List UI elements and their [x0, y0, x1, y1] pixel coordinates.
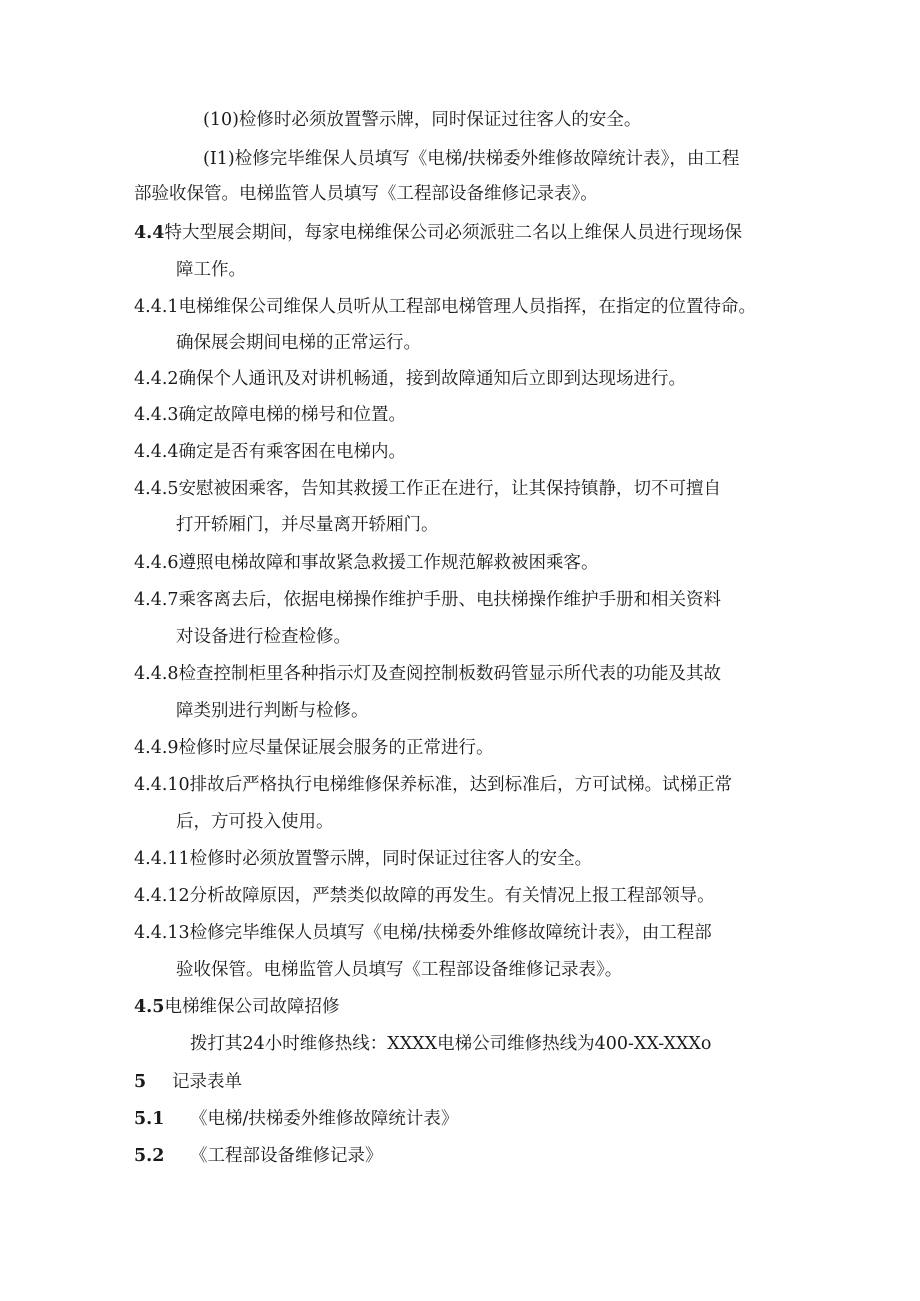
- text-line: 部验收保管。电梯监管人员填写《工程部设备维修记录表》。: [134, 184, 598, 204]
- text-line: 验收保管。电梯监管人员填写《工程部设备维修记录表》。: [176, 960, 623, 980]
- section-heading: [134, 1108, 458, 1130]
- text-line: 4.4.8检查控制柜里各种指示灯及查阅控制板数码管显示所代表的功能及其故: [134, 664, 722, 684]
- text-line: 4.4.12分析故障原因，严禁类似故障的再发生。有关情况上报工程部领导。: [134, 886, 715, 906]
- text-line: 4.4.7乘客离去后，依据电梯操作维护手册、电扶梯操作维护手册和相关资料: [134, 590, 722, 610]
- text-line: (I1)检修完毕维保人员填写《电梯/扶梯委外维修故障统计表》，由工程: [203, 149, 740, 169]
- section-number: 5.1: [134, 1109, 165, 1129]
- section-number: 4.4: [134, 223, 165, 243]
- text-line: 4.4.1电梯维保公司维保人员听从工程部电梯管理人员指挥，在指定的位置待命。: [134, 297, 757, 317]
- text-line: 对设备进行检查检修。: [176, 627, 351, 647]
- text-line: 打开轿厢门，并尽量离开轿厢门。: [176, 515, 439, 535]
- section-number: 5.2: [134, 1146, 165, 1166]
- section-number: 4.5: [134, 997, 165, 1017]
- section-heading: [134, 1071, 242, 1093]
- text-line: 4.4.6遵照电梯故障和事故紧急救援工作规范解救被困乘客。: [134, 553, 599, 573]
- text-line: 4.4.11检修时必须放置警示牌，同时保证过往客人的安全。: [134, 849, 593, 869]
- section-number: 5: [134, 1072, 147, 1092]
- text-line: 4.4.9检修时应尽量保证展会服务的正常进行。: [134, 738, 494, 758]
- text-line: 障类别进行判断与检修。: [176, 701, 369, 721]
- text-line: 障工作。: [176, 260, 246, 280]
- text-line: 后，方可投入使用。: [176, 812, 334, 832]
- text-line: 4.4.2确保个人通讯及对讲机畅通，接到故障通知后立即到达现场进行。: [134, 369, 687, 389]
- section-heading: [134, 222, 742, 244]
- section-heading: [134, 1145, 383, 1167]
- text-line: 4.4.4确定是否有乘客困在电梯内。: [134, 442, 407, 462]
- text-line: 4.4.10排故后严格执行电梯维修保养标准，达到标准后，方可试梯。试梯正常: [134, 775, 733, 795]
- section-text: 《电梯/扶梯委外维修故障统计表》: [190, 1109, 459, 1129]
- section-text: 电梯维保公司故障招修: [164, 997, 340, 1017]
- text-line: 4.4.5安慰被困乘客，告知其救援工作正在进行，让其保持镇静，切不可擅自: [134, 479, 722, 499]
- text-line: (10)检修时必须放置警示牌，同时保证过往客人的安全。: [203, 110, 642, 130]
- section-text: 记录表单: [172, 1072, 242, 1092]
- section-heading: [134, 996, 339, 1018]
- section-text: 特大型展会期间，每家电梯维保公司必须派驻二名以上维保人员进行现场保: [164, 223, 742, 243]
- text-line: 4.4.13检修完毕维保人员填写《电梯/扶梯委外维修故障统计表》，由工程部: [134, 923, 712, 943]
- text-line: 拨打其24小时维修热线：XXXX电梯公司维修热线为400-XX-XXXo: [190, 1034, 712, 1054]
- text-line: 4.4.3确定故障电梯的梯号和位置。: [134, 405, 407, 425]
- text-line: 确保展会期间电梯的正常运行。: [176, 333, 421, 353]
- section-text: 《工程部设备维修记录》: [190, 1146, 383, 1166]
